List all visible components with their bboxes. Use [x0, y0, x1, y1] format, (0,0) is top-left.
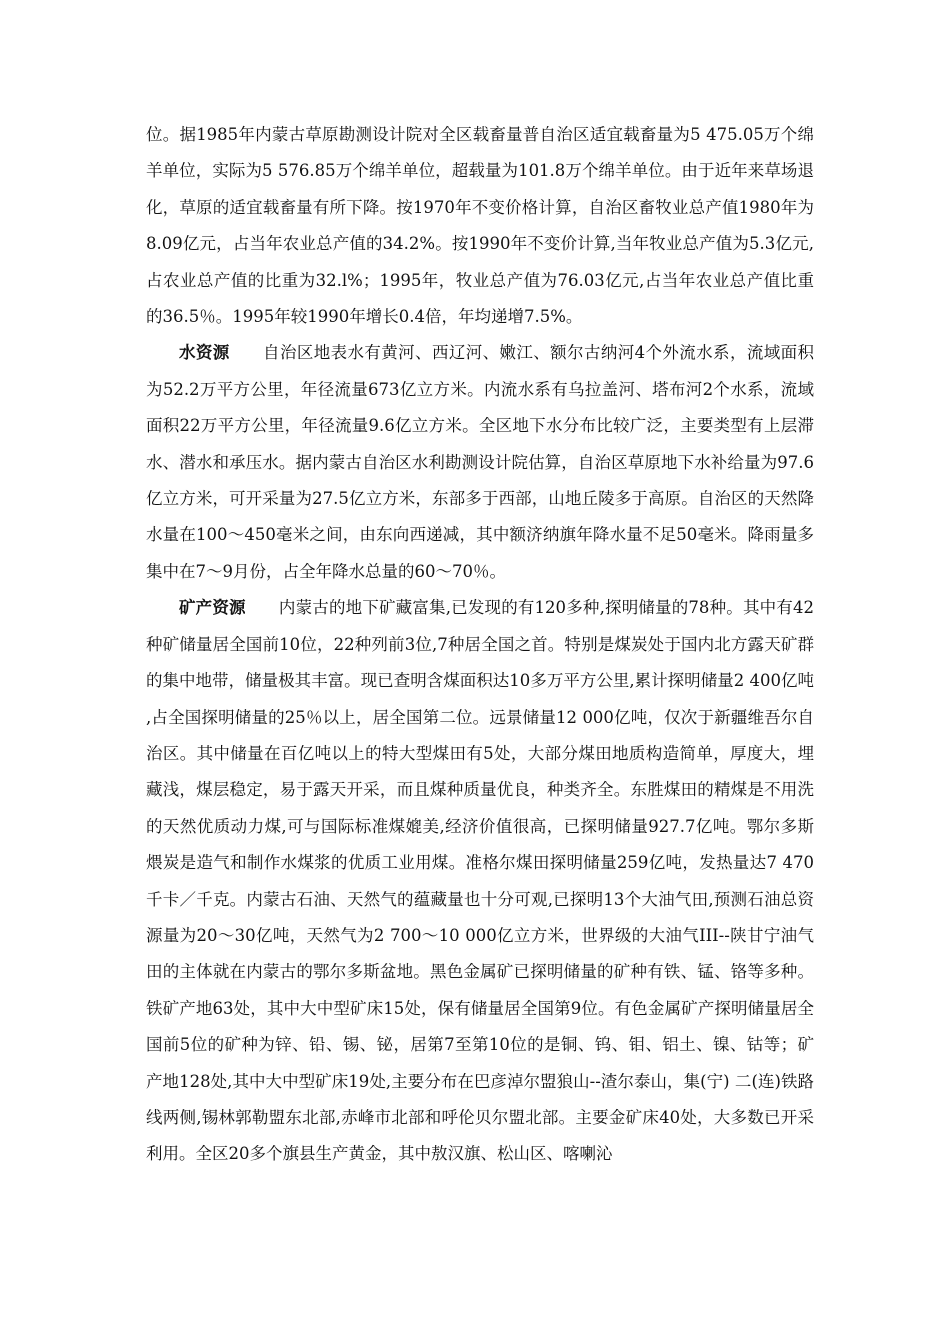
- paragraph-minerals-text: 内蒙古的地下矿藏富集,已发现的有120多种,探明储量的78种。其中有42种矿储量居全国前10位，22种列前3位,7种居全国之首。特别是煤炭处于国内北方露天矿群的集中地带，储量极其丰富。现已查明含煤面积达10多万平方公里,累计探明储量2 400亿吨,占全国探明储量的25％以上，居全国第二位。远景储量12 000亿吨，仅次于新疆维吾尔自治区。其中储量在百亿吨以上的特大型煤田有5处，大部分煤田地质构造简单，厚度大，埋藏浅，煤层稳定，易于露天开采，而且煤种质量优良，种类齐全。东胜煤田的精煤是不用洗的天然优质动力煤,可与国际标准煤媲美,经济价值很高，已探明储量927.7亿吨。鄂尔多斯煨炭是造气和制作水煤浆的优质工业用煤。准格尔煤田探明储量259亿吨，发热量达7 470千卡／千克。内蒙古石油、天然气的蕴藏量也十分可观,已探明13个大油气田,预测石油总资源量为20～30亿吨，天然气为2 700～10 000亿立方米，世界级的大油气III--陕甘宁油气田的主体就在内蒙古的鄂尔多斯盆地。黑色金属矿已探明储量的矿种有铁、锰、铬等多种。铁矿产地63处，其中大中型矿床15处，保有储量居全国第9位。有色金属矿产探明储量居全国前5位的矿种为锌、铅、锡、铋，居第7至第10位的是铜、钨、钼、铝土、镍、钴等；矿产地128处,其中大中型矿床19处,主要分布在巴彦淖尔盟狼山--渣尔泰山，集(宁) 二(连)铁路线两侧,锡林郭勒盟东北部,赤峰市北部和呼伦贝尔盟北部。主要金矿床40处，大多数已开采利用。全区20多个旗县生产黄金，其中敖汉旗、松山区、喀喇沁: [146, 598, 815, 1164]
- paragraph-minerals: [146, 590, 814, 1173]
- paragraph-livestock: [146, 117, 814, 335]
- paragraph-livestock-text: 位。据1985年内蒙古草原勘测设计院对全区载畜量普自治区适宜载畜量为5 475.05万个绵羊单位，实际为5 576.85万个绵羊单位，超载量为101.8万个绵羊单位。由于近年来草场退化，草原的适宜载畜量有所下降。按1970年不变价格计算，自治区畜牧业总产值1980年为8.09亿元，占当年农业总产值的34.2%。按1990年不变价计算,当年牧业总产值为5.3亿元,占农业总产值的比重为32.l%；1995年，牧业总产值为76.03亿元,占当年农业总产值比重的36.5％。1995年较1990年增长0.4倍，年均递增7.5%。: [146, 125, 814, 327]
- document-body: [146, 117, 814, 1173]
- heading-water-resources: 水资源: [179, 343, 230, 363]
- paragraph-water: [146, 335, 814, 590]
- paragraph-water-text: 自治区地表水有黄河、西辽河、嫩江、额尔古纳河4个外流水系，流域面积为52.2万平方公里，年径流量673亿立方米。内流水系有乌拉盖河、塔布河2个水系，流域面积22万平方公里，年径流量9.6亿立方米。全区地下水分布比较广泛，主要类型有上层滞水、潜水和承压水。据内蒙古自治区水利勘测设计院估算，自治区草原地下水补给量为97.6亿立方米，可开采量为27.5亿立方米，东部多于西部，山地丘陵多于高原。自治区的天然降水量在100～450毫米之间，由东向西递减，其中额济纳旗年降水量不足50毫米。降雨量多集中在7～9月份，占全年降水总量的60～70％。: [146, 343, 815, 581]
- heading-mineral-resources: 矿产资源: [179, 598, 246, 618]
